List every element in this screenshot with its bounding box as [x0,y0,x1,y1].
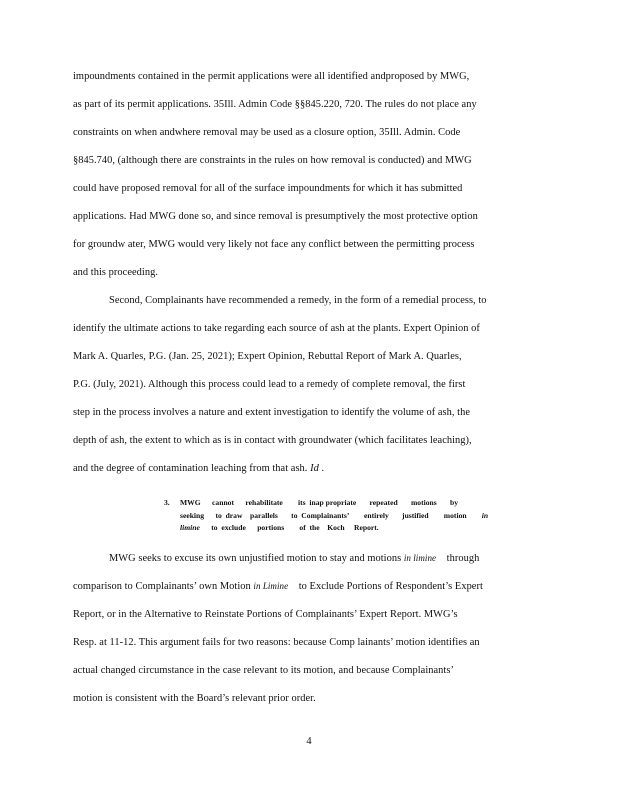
text-segment: and the degree of contamination leaching from that ash. [73,463,308,474]
text-line: could have proposed removal for all of the surface impoundments for which it has submitted [73,183,463,194]
text-line [73,463,324,474]
text-line: Resp. at 11-12. This argument fails for two reasons: because Comp lainants’ motion identifies an [73,637,480,648]
section-heading [164,497,549,535]
text-segment: to Exclude Portions of Respondent’s Expert [298,581,483,592]
text-line: and this proceeding. [73,267,158,278]
text-line: as part of its permit applications. 35Ill. Admin Code §§845.220, 720. The rules do not place any [73,99,477,110]
text-segment: MWG seeks to excuse its own unjustified motion to stay and motions [109,553,402,564]
text-line: Mark A. Quarles, P.G. (Jan. 25, 2021); Expert Opinion, Rebuttal Report of Mark A. Quarles, [73,351,462,362]
heading-italic: in [481,510,489,520]
heading-text: seeking to draw parallels to Complainants’ entirely justified motion [180,510,467,520]
text-line: for groundw ater, MWG would very likely not face any conflict between the permitting process [73,239,475,250]
text-segment: through [446,553,480,564]
heading-text: to exclude portions of the Koch Report. [211,523,379,532]
text-line [73,581,483,592]
text-line: P.G. (July, 2021). Although this process could lead to a remedy of complete removal, the first [73,379,466,390]
text-line: impoundments contained in the permit applications were all identified andproposed by MWG, [73,71,470,82]
text-line: step in the process involves a nature and extent investigation to identify the volume of ash, the [73,407,470,418]
heading-text: MWG cannot rehabilitate its inap propriate repeated motions by [180,498,459,507]
text-line: §845.740, (although there are constraints in the rules on how removal is conducted) and MWG [73,155,472,166]
text-line: constraints on when andwhere removal may be used as a closure option, 35Ill. Admin. Code [73,127,461,138]
citation-id: Id [310,463,319,474]
text-line: motion is consistent with the Board’s relevant prior order. [73,693,316,704]
text-line: depth of ash, the extent to which as is in contact with groundwater (which facilitates leaching), [73,435,472,446]
text-line: applications. Had MWG done so, and since removal is presumptively the most protective option [73,211,478,222]
text-segment: comparison to Complainants’ own Motion [73,581,251,592]
text-line [109,553,479,564]
italic-term: in limine [403,553,437,563]
heading-number: 3. [164,498,170,507]
heading-italic: limine [180,523,200,532]
text-segment: . [318,463,325,474]
heading-line-1 [164,497,549,510]
heading-line-2 [164,510,549,523]
text-line: actual changed circumstance in the case relevant to its motion, and because Complainants’ [73,665,454,676]
text-line: Report, or in the Alternative to Reinstate Portions of Complainants’ Expert Report. MWG’s [73,609,458,620]
page-number: 4 [306,736,312,747]
text-line: Second, Complainants have recommended a remedy, in the form of a remedial process, to [109,295,487,306]
text-line: identify the ultimate actions to take regarding each source of ash at the plants. Expert Opinion of [73,323,480,334]
heading-line-3 [164,522,549,535]
italic-term: in Limine [253,581,289,591]
